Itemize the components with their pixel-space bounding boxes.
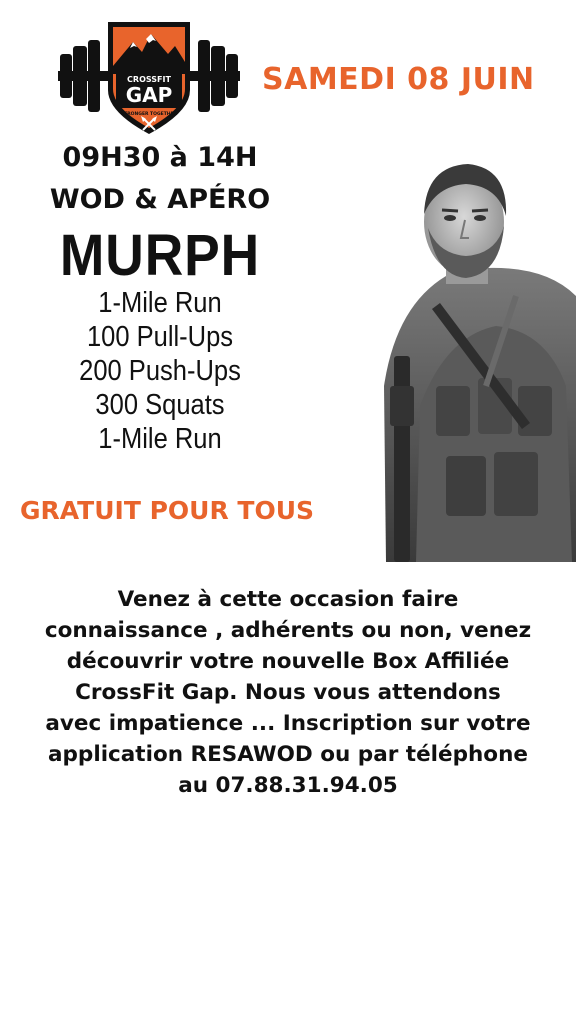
workout-item: 100 Pull-Ups — [86, 321, 234, 353]
logo-name-main: GAP — [125, 83, 173, 107]
event-description: Venez à cette occasion faire connaissance , adhérents ou non, venez découvrir votre nouvelle Box Affiliée CrossFit Gap. Nous vous attendons avec impatience ... Inscription sur votre application RESAWOD ou par téléphone au 07.88.31.94.05 — [44, 587, 532, 798]
crossfit-gap-logo — [58, 16, 240, 138]
workout-item: 1-Mile Run — [98, 423, 222, 455]
workout-list — [20, 286, 300, 456]
event-date: SAMEDI 08 JUIN — [262, 62, 535, 97]
logo-name-top: CROSSFIT — [127, 75, 171, 84]
price-note: GRATUIT POUR TOUS — [20, 496, 315, 525]
event-subtitle: WOD & APÉRO — [49, 184, 271, 215]
event-time: 09H30 à 14H — [62, 142, 258, 173]
soldier-portrait-image — [376, 156, 576, 562]
workout-item: 1-Mile Run — [98, 287, 222, 319]
wod-name: MURPH — [59, 223, 261, 288]
logo-tagline: STRONGER TOGETHER — [120, 112, 178, 117]
workout-item: 200 Push-Ups — [79, 355, 241, 387]
workout-item: 300 Squats — [95, 389, 225, 421]
